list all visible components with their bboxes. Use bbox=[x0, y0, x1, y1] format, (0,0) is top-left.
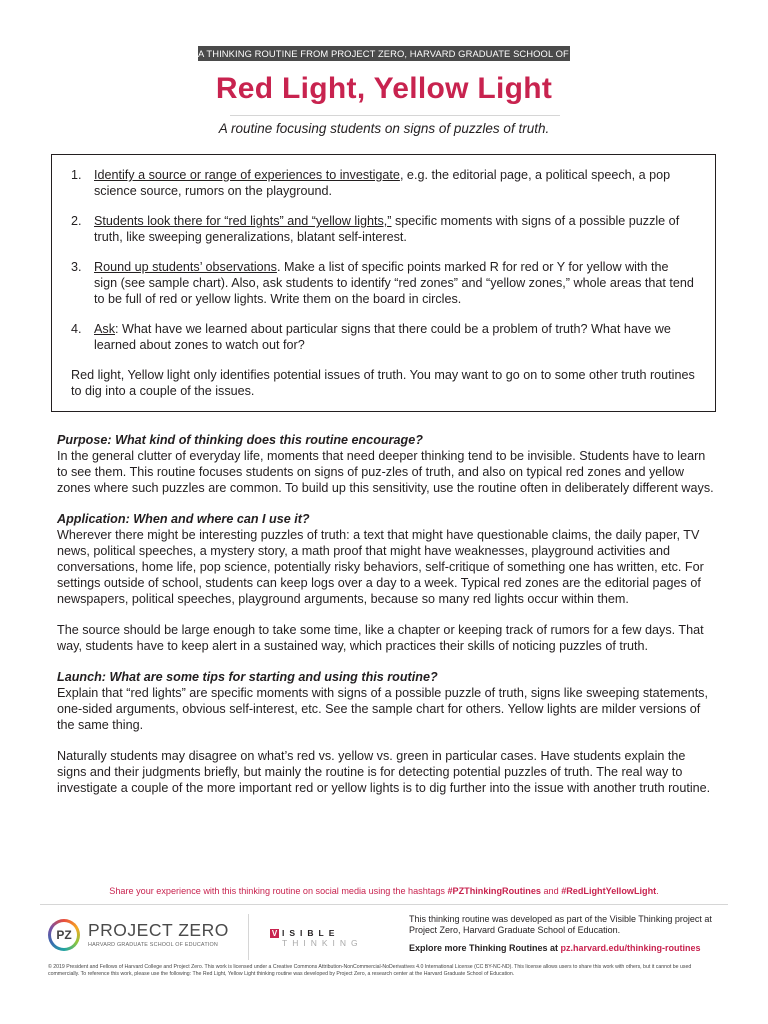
step-text: , e.g. the editorial page, a political speech, a pop science source, rumors on the playground. bbox=[94, 168, 671, 198]
launch-section bbox=[57, 669, 717, 733]
pz-circle-icon: PZ bbox=[48, 919, 80, 951]
vt-thinking: THINKING bbox=[282, 938, 363, 948]
step-body bbox=[94, 167, 695, 199]
step-lead: Students look there for “red lights” and “yellow lights,” bbox=[94, 214, 392, 228]
share-line bbox=[0, 886, 768, 896]
step-number: 2. bbox=[71, 214, 82, 228]
step-lead: Identify a source or range of experiences to investigate bbox=[94, 168, 400, 182]
pz-subtitle: HARVARD GRADUATE SCHOOL OF EDUCATION bbox=[88, 942, 218, 948]
launch-text-2: Naturally students may disagree on what’s red vs. yellow vs. green in particular cases. Have students explain the signs and their judgments briefly, but mainly the routine is for detecting potential puzzles of truth. The real way to investigate a couple of the more important red or yellow lights is to dig further into the issue with another truth routine. bbox=[57, 749, 711, 795]
step-text: specific moments with signs of a possible puzzle of truth, like sweeping generalizations, blatant self-interest. bbox=[94, 214, 680, 244]
step-3 bbox=[71, 259, 695, 307]
pz-name: PROJECT ZERO bbox=[88, 920, 229, 940]
project-zero-logo[interactable] bbox=[48, 917, 228, 957]
launch-text: Explain that “red lights” are specific moments with signs of a possible puzzle of truth, signs like sweeping statements, one-sided arguments, obvious self-interest, etc. See the sample chart for others. Yellow lights are milder versions of the same thing. bbox=[57, 686, 708, 732]
step-number: 4. bbox=[71, 322, 82, 336]
share-end: . bbox=[656, 886, 659, 896]
footer-info bbox=[409, 914, 729, 954]
explore-link[interactable]: pz.harvard.edu/thinking-routines bbox=[560, 943, 701, 953]
application-text-2: The source should be large enough to take some time, like a chapter or keeping track of rumors for a few days. That way, students have to keep alert in a sustained way, which practices their skills of noticing puzzles of truth. bbox=[57, 623, 704, 653]
explore-line bbox=[409, 943, 729, 954]
explore-label: Explore more Thinking Routines at bbox=[409, 943, 561, 953]
vt-visible: ISIBLE bbox=[282, 928, 340, 938]
share-text: Share your experience with this thinking routine on social media using the hashtags bbox=[109, 886, 448, 896]
purpose-heading: Purpose: What kind of thinking does this routine encourage? bbox=[57, 433, 423, 447]
dev-text: This thinking routine was developed as part of the Visible Thinking project at Project Zero, Harvard Graduate School of Education. bbox=[409, 914, 712, 935]
footer-divider bbox=[40, 904, 728, 905]
visible-thinking-logo[interactable] bbox=[270, 929, 365, 949]
purpose-section bbox=[57, 432, 717, 496]
step-lead: Round up students’ observations bbox=[94, 260, 277, 274]
step-1 bbox=[71, 167, 695, 199]
step-body bbox=[94, 259, 695, 307]
step-4 bbox=[71, 321, 695, 353]
application-heading: Application: When and where can I use it? bbox=[57, 512, 310, 526]
step-number: 1. bbox=[71, 168, 82, 182]
hashtag-red-light-yellow-light[interactable]: #RedLightYellowLight bbox=[561, 886, 657, 896]
hashtag-pz-thinking-routines[interactable]: #PZThinkingRoutines bbox=[447, 886, 541, 896]
footer-vertical-divider bbox=[248, 914, 249, 960]
step-2 bbox=[71, 213, 695, 245]
main-content bbox=[57, 432, 717, 811]
vt-square-icon: V bbox=[271, 929, 278, 938]
step-body bbox=[94, 321, 695, 353]
title-divider bbox=[230, 115, 560, 116]
application-text: Wherever there might be interesting puzzles of truth: a text that might have questionable claims, the daily paper, TV news, political speeches, a mystery story, a math proof that might have weaknesses, playground activities and conversations, home life, pop science, potentially risky behaviors, self-critique of something one has written, etc. For settings outside of school, students can keep logs over a day to a week. Typical red zones are the editorial pages of newspapers, political speeches, playground arguments, because so many red lights occur within them. bbox=[57, 528, 704, 606]
step-body bbox=[94, 213, 695, 245]
page-subtitle: A routine focusing students on signs of puzzles of truth. bbox=[218, 121, 550, 136]
copyright-notice: © 2019 President and Fellows of Harvard College and Project Zero. This work is licensed under a Creative Commons Attribution-NonCommercial-NoDerivatives 4.0 International License (CC BY-NC-ND). This license allows users to share this work with others, but it cannot be used commercially. To reference this work, please use the following: The Red Light, Yellow Light thinking routine was developed by Project Zero, a research center at the Harvard Graduate School of Education. bbox=[48, 964, 692, 977]
box-note: Red light, Yellow light only identifies potential issues of truth. You may want to go on to some other truth routines to dig into a couple of the issues. bbox=[71, 368, 695, 398]
step-text: . Make a list of specific points marked R for red or Y for yellow with the sign (see sample chart). Also, ask students to identify “red zones” and “yellow zones,” whole areas that tend to be full of red or yellow lights. Write them on the board in circles. bbox=[94, 260, 694, 306]
launch-heading: Launch: What are some tips for starting and using this routine? bbox=[57, 670, 438, 684]
share-and: and bbox=[540, 886, 562, 896]
step-lead: Ask bbox=[94, 322, 115, 336]
step-text: : What have we learned about particular signs that there could be a problem of truth? What have we learned about zones to watch out for? bbox=[94, 322, 671, 352]
application-section bbox=[57, 511, 717, 607]
page-title: Red Light, Yellow Light bbox=[215, 72, 553, 105]
purpose-text: In the general clutter of everyday life, moments that need deeper thinking tend to be invisible. Students have to learn to see them. This routine focuses students on signs of puz-zles of truth, and also on typical red zones and yellow zones where such puzzles are common. To build up this sensitivity, use the routine often in deliberately different ways. bbox=[57, 449, 714, 495]
routine-banner: A THINKING ROUTINE FROM PROJECT ZERO, HARVARD GRADUATE SCHOOL OF EDUCATION bbox=[198, 48, 627, 59]
steps-box bbox=[51, 154, 716, 412]
step-number: 3. bbox=[71, 260, 82, 274]
